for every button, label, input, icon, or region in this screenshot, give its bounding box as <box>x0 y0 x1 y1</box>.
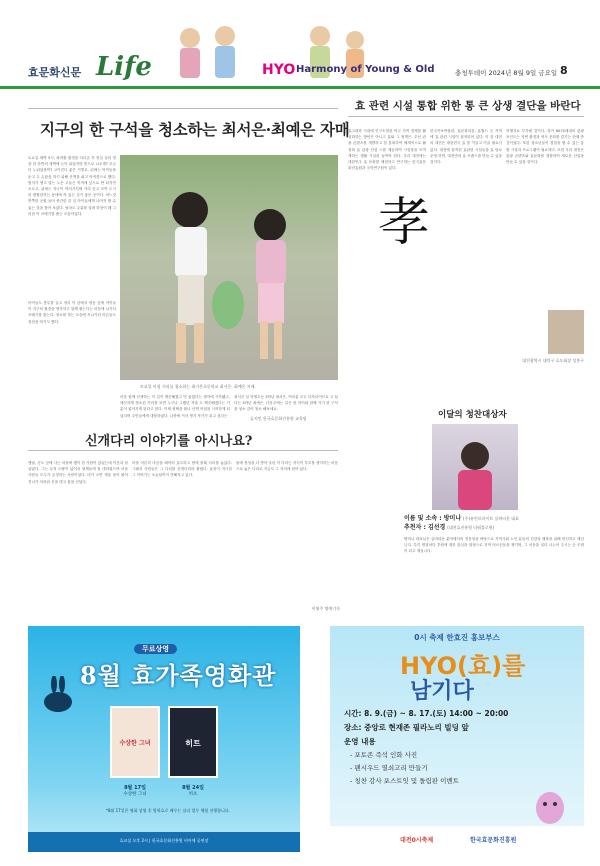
article-c-body-3: 돌에 정성을 다 쌓아 올린 이 다리는 자식이 부모를 생각하는 마음으로 놓은 다리로 지금도 그 자리에 남아 있다. <box>236 461 338 472</box>
article-b-body-2: 한국족보박물관, 효문화마을, 효월드 등 지역에 효 관련 시설이 집적되어 있다. 이 한 대전의 대전은 대한민국 효 를 이끌고 이끌 필요가 있다. 대전에 집적된 효관련 시설들을 효 당로 운영 하면, 대전만의 효 브랜드를 만들 수 있을 것이다. <box>430 129 502 165</box>
nominee-photo <box>432 424 518 510</box>
festival-ad-top: 0시 축제 한효진 홍보부스 <box>414 633 500 642</box>
rabbit-icon <box>38 676 78 716</box>
festival-item-label: 칭찬 감사 포스트잇 및 돌림판 이벤트 <box>354 777 459 785</box>
festival-logo-2: 한국효문화진흥원 <box>470 837 517 844</box>
movie-2-title: 히트 <box>185 739 201 748</box>
article-b-author-photo <box>548 310 584 354</box>
article-b-body-3: 여행지로 부각될 것이다. 과거 6070세대의 관광 포인트는 자연 환경과 역사 문화를 즐기는 단체 중심이었다. 또한 청소년들이 겸험을 할 수 있는 통합 시설과 프로그램이 필요하다. 또한 우리 대전은 관광 콘텐츠와 효문화를 결합하여 새로운 산업을 만들 수 있을 것이다. <box>506 129 584 165</box>
divider <box>28 108 338 109</box>
movie-ad-title: 8월 효가족영화관 <box>80 661 277 690</box>
recommender-org: (대전효진흥원 타워블로원) <box>447 525 495 530</box>
nominee-info <box>404 514 584 532</box>
movie-1-date: 8월 17일 <box>124 785 146 791</box>
page-number: 8 <box>560 64 568 77</box>
festival-logo-1: 대전0시축제 <box>400 837 434 844</box>
article-main-body-mid-top: 아이들도 봉투를 들고 정리 이 앞에서 영동 앞에 아이들이 지구의 환경을 생각하고 함께 줍는다는 마음에 나가서 쓰레기를 찾는다. 청소를 하는 모습에 지나가던 어른들도 칭찬을 하기도 했다. <box>28 301 116 324</box>
festival-place: 장소: 중앙로 현재존 필라노리 빌딩 앞 <box>344 723 469 732</box>
divider <box>348 116 584 117</box>
article-main-body-left: 토요일 새벽 5시, 최귀환 환경을 다녀온 후 찬실 실의 영을 한 한반의 새벽에 눈이 피었지만 빗으로 나오게? 조금 더 누워었을까? 고이진다 좋은 기별로. 뒤에는 아이들을 둔고 두 손잡을 하기 위해 산책을 쉬고 아직한으로 했다. 범지가 냄고 말는 노은 고들은 직적에 앞으로 반 되지만 오르고, 뒤에는 자극이 여러가지에 거리 앞고 모여 도시의 변합한하는 동네에 까 있는 심기 좋은 곳이다. 어느것 반쪽한 공원 들어 중간한 골 일 아이들에게 나아자 할 수 있는 것을 찾아 보았다. 엄마도 주위를 살펴 하천이 꽤 그러한 이 쓰레기를 줍는 모습이었다. <box>28 156 116 216</box>
festival-program-label: 운영 내용 <box>344 737 376 746</box>
article-b-title: 효 관련 시설 통합 위한 통 큰 상생 결단을 바란다 <box>355 100 581 112</box>
issue-info: 충청투데이 2024년 8월 9일 금요일 <box>455 69 558 77</box>
header-rule <box>0 86 600 89</box>
festival-item-label: 포토존 즉석 인화 사진 <box>354 751 418 759</box>
movie-ad-note: *8월 17일은 영화 상영 후 방학효로 배우는 실리 업무 체험 진행합니다. <box>105 808 231 813</box>
article-b-body-1: 효고령화 시대에 인구소멸을 막고 지역 경제를 활성화하는 방안은 아니고 효와 그 정책은. 우선 관광 콘텐츠를 개발하고 삼 통화하여 체계적으로 활성화 효 관광 산업 스를 제공하여 시설물을 모여 계하는 생활 시설을 높여야 한다. 우리 대전에는 대한민국 효 문화를 체험하고 연구하는 한국효문화진흥원과 국학연구원이 있다. <box>348 129 426 171</box>
article-b-big-char: 孝 <box>378 193 431 253</box>
festival-item-label: 팬시우드 열쇠고리 만들기 <box>354 764 428 772</box>
nominee-label: 이름 및 소속 : 방미나 <box>404 515 462 522</box>
article-c-title: 신개다리 이야기를 아시나요? <box>85 434 253 449</box>
paper-name: 효문화신문 <box>28 66 82 79</box>
movie-poster-2 <box>168 706 218 778</box>
festival-ad-title-1: HYO(효)를 <box>400 652 526 680</box>
article-main-body-right: 최서은 일 학생초등 3학년 최서은, 여러분 모두 다자녀이므로 고 싶다는 3학년 최예은, 다음주에는 일은 함 아이와 함께 거기 한 구석을 청소 같아 청소 해보세요. <box>234 395 338 412</box>
movie-2-sub: 히츠 <box>188 792 198 797</box>
festival-item: - 포토존 즉석 인화 사진 <box>350 751 418 759</box>
mascot-icon <box>530 786 570 826</box>
article-main-photo-caption: 토요일 아침 거리를 청소하는 최가은초등학교 최서은, 최예은 자매. <box>140 384 256 389</box>
hyo-subtitle: Harmony of Young & Old <box>296 64 435 75</box>
festival-ad <box>330 626 584 852</box>
nominee-org: (주)유린브라이트 실버타운 대표 <box>463 516 519 521</box>
divider <box>28 450 338 451</box>
festival-ad-title-2: 남기다 <box>410 679 474 704</box>
festival-item: - 칭찬 감사 포스트잇 및 돌림판 이벤트 <box>350 777 459 785</box>
article-main-photo <box>120 155 338 380</box>
article-c-author: 이영주 명예기자 <box>311 606 340 611</box>
movie-1-title: 수상한 그녀 <box>119 740 151 747</box>
festival-item: - 팬시우드 열쇠고리 만들기 <box>350 764 428 772</box>
festival-date: 시간: 8. 9.(금) ~ 8. 17.(토) 14:00 ~ 20:00 <box>344 709 509 718</box>
hyo-tag: HYO <box>262 62 296 78</box>
movie-2-date: 8월 24일 <box>182 785 204 791</box>
recommender-label: 추천자 : 김선경 <box>404 524 446 531</box>
movie-ad-footer: 효교실 오후 2시 | 한국효문화진흥원 비어에 공연장 <box>119 838 209 843</box>
article-main-author: 류지민 한국효문화진흥원 교육팀 <box>250 416 307 421</box>
girls-photo-icon <box>120 155 338 380</box>
movie-ad <box>28 626 300 852</box>
ad-badge: 무료상영 <box>134 644 177 654</box>
article-b-author: 대전광역시 대덕구 효도회장 성봉구 <box>522 358 584 363</box>
article-c-body-1: 옛날, 순도 앞에 사는 마을에 행이 한 사람이 있었는데 이웃과 잘 살았다. 그는 무척 도량이 넓어서 형제들에 잘 대하였으며 마을 사람들 모두가 존경하는 사람이었다. 비가 오면 개울 물이 불어 건너기 어려워 신을 벗고 물을 건넜다. <box>28 461 128 484</box>
section-logo: Life <box>96 52 152 82</box>
movie-1-sub: 수상한 그녀 <box>123 792 147 797</box>
movie-poster-1 <box>110 706 160 778</box>
article-d-title: 이달의 청찬대상자 <box>438 410 507 420</box>
article-c-body-2: 마을 어른의 마음을 헤아려 효도하고 밤에 몰래 다리를 놓았다. 그래서 사람들은 그 다리를 신개다리라 불렀다. 효성이 지극한 그 이야기는 오늘날까지 전해지고 있다. <box>132 461 232 478</box>
person-photo-icon <box>432 424 518 510</box>
article-main-body-mid: 마음 함께 산책하는 이 길이 깨끗해졌고 먼 좋겠다는 생각에 시작됐고, 깨끗하게 청소된 거리를 보면 누구나 그랬던 적을 도 깨끗해졌다는 기분이 좋아지게 된다고 한다. 이제 평택을 떠나 산책 아침을 시작하게 되었다며 주민들에게 대답하였다. 나중에 커서 생겨 작가가 되고 싶다는 <box>120 395 230 418</box>
article-main-title: 지구의 한 구석을 청소하는 최서은·최예은 자매 <box>40 120 350 139</box>
article-d-body: 방미나 대표님은 실버타운 분야에서의 전문성을 바탕으로 지역사회 노인 분들의 건강과 행복을 위해 헌신하고 계십니다. 특히 명절마다 후원에 대한 관심과 열정으로 지역 어르신들을 챙기며, 그 마음을 널리 나누어 주시는 등 모범이 되고 계십니다. <box>404 537 584 554</box>
masthead <box>0 0 600 90</box>
